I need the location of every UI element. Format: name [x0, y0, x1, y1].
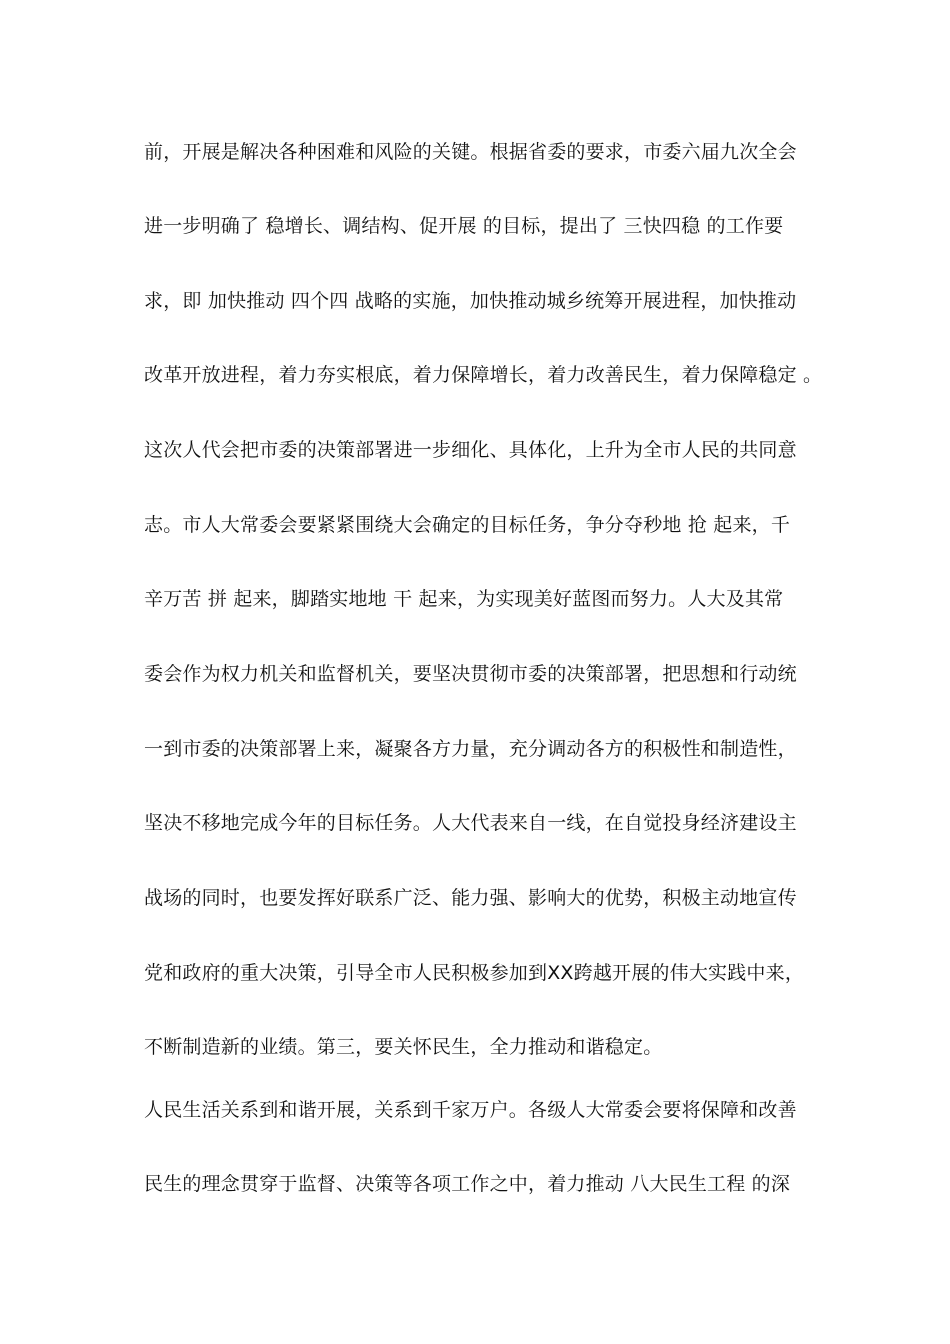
text-line-7: 辛万苦 拼 起来，脚踏实地地 干 起来，为实现美好蓝图而努力。人大及其常 — [144, 588, 784, 610]
text-line-9: 一到市委的决策部署上来，凝聚各方力量，充分调动各方的积极性和制造性， — [144, 738, 797, 760]
text-line-1: 前，开展是解决各种困难和风险的关键。根据省委的要求，市委六届九次全会 — [144, 141, 797, 163]
text-line-2: 进一步明确了 稳增长、调结构、促开展 的目标，提出了 三快四稳 的工作要 — [144, 215, 784, 237]
text-line-13: 不断制造新的业绩。第三，要关怀民生，全力推动和谐稳定。 — [144, 1036, 663, 1058]
text-line-8: 委会作为权力机关和监督机关，要坚决贯彻市委的决策部署，把思想和行动统 — [144, 663, 797, 685]
text-line-5: 这次人代会把市委的决策部署进一步细化、具体化，上升为全市人民的共同意 — [144, 439, 797, 461]
text-line-4: 改革开放进程，着力夯实根底，着力保障增长，着力改善民生，着力保障稳定 。 — [144, 364, 823, 386]
text-line-14: 人民生活关系到和谐开展，关系到千家万户。各级人大常委会要将保障和改善 — [144, 1099, 797, 1121]
text-line-11: 战场的同时，也要发挥好联系广泛、能力强、影响大的优势，积极主动地宣传 — [144, 887, 797, 909]
text-line-6: 志。市人大常委会要紧紧围绕大会确定的目标任务，争分夺秒地 抢 起来，千 — [144, 514, 791, 536]
text-line-3: 求，即 加快推动 四个四 战略的实施，加快推动城乡统筹开展进程，加快推动 — [144, 290, 797, 312]
text-line-10: 坚决不移地完成今年的目标任务。人大代表来自一线，在自觉投身经济建设主 — [144, 812, 797, 834]
text-line-15: 民生的理念贯穿于监督、决策等各项工作之中，着力推动 八大民生工程 的深 — [144, 1173, 791, 1195]
text-line-12: 党和政府的重大决策，引导全市人民积极参加到XX跨越开展的伟大实践中来， — [144, 962, 805, 984]
